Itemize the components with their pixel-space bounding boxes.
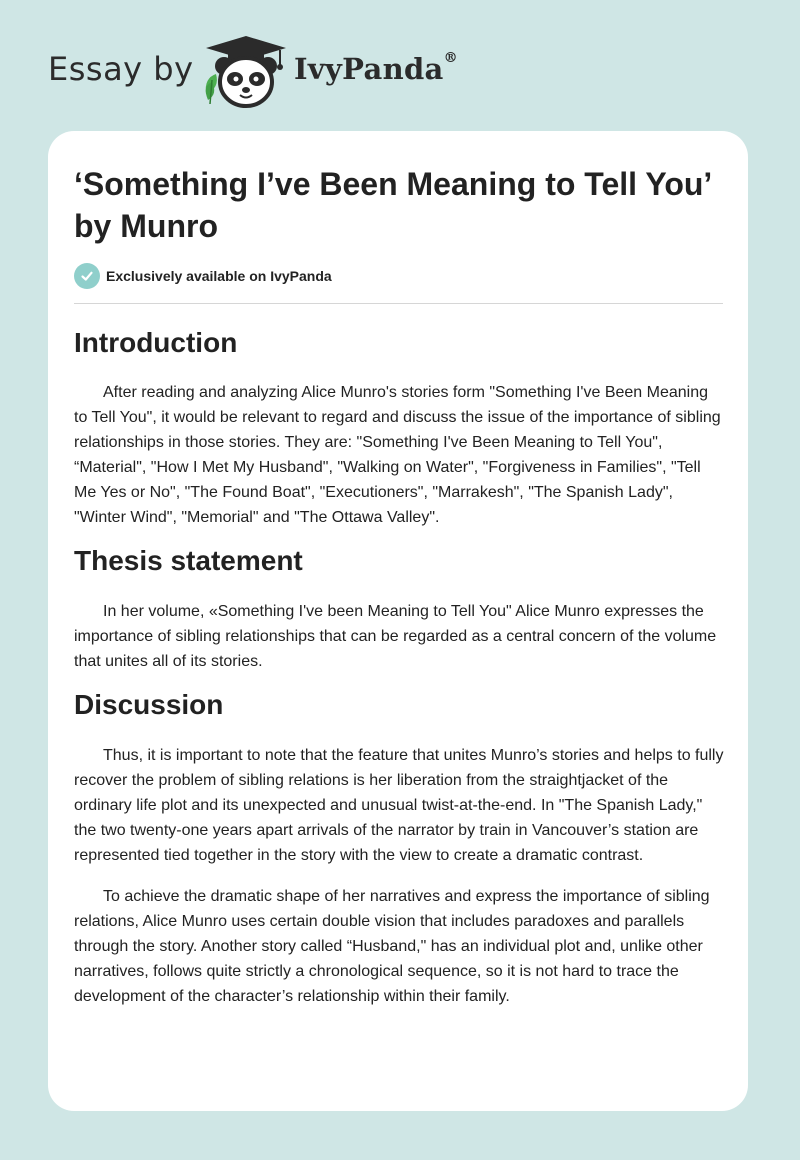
brand-name-text: IvyPanda <box>294 52 444 86</box>
section-heading-thesis: Thesis statement <box>74 545 303 576</box>
paragraph: To achieve the dramatic shape of her narratives and express the importance of sibling relations, Alice Munro uses certain double vision that includes paradoxes and parallels through the story. Another story called “Husband," has an individual plot and, unlike other narratives, follows quite strictly a chronological sequence, so it is not hard to trace the development of the character’s relationship within their family. <box>74 888 710 1005</box>
exclusive-text: Exclusively available on IvyPanda <box>106 268 332 284</box>
paragraph: After reading and analyzing Alice Munro's stories form "Something I've Been Meaning to Tell You", it would be relevant to regard and discuss the issue of the importance of sibling relationships in those stories. They are: "Something I've Been Meaning to Tell You", “Material", "How I Met My Husband", "Walking on Water", "Forgiveness in Families", "Tell Me Yes or No", "The Found Boat", "Executioners", "Marrakesh", "The Spanish Lady", "Winter Wind", "Memorial" and "The Ottawa Valley". <box>74 384 721 526</box>
section-heading-discussion: Discussion <box>74 689 224 720</box>
divider <box>74 303 723 304</box>
panda-graduate-icon <box>200 34 292 110</box>
registered-mark: ® <box>443 50 458 66</box>
section-heading-introduction: Introduction <box>74 327 238 358</box>
essay-body <box>74 323 724 1009</box>
check-icon <box>74 263 100 289</box>
essay-title: ‘Something I’ve Been Meaning to Tell You’ by Munro <box>74 166 711 244</box>
essay-card <box>48 131 748 1111</box>
brand-name[interactable] <box>294 52 458 86</box>
exclusive-badge <box>74 263 332 289</box>
essay-by-label: Essay by <box>48 50 194 88</box>
paragraph: Thus, it is important to note that the feature that unites Munro’s stories and helps to fully recover the problem of sibling relations is her liberation from the straightjacket of the ordinary life plot and its unexpected and unusual twist-at-the-end. In "The Spanish Lady," the two twenty-one years apart arrivals of the narrator by train in Vancouver’s station are represented tied together in the story with the view to create a dramatic contrast. <box>74 747 724 864</box>
site-header <box>0 0 800 130</box>
paragraph: In her volume, «Something I've been Meaning to Tell You" Alice Munro expresses the importance of sibling relationships that can be regarded as a central concern of the volume that unites all of its stories. <box>74 603 717 670</box>
